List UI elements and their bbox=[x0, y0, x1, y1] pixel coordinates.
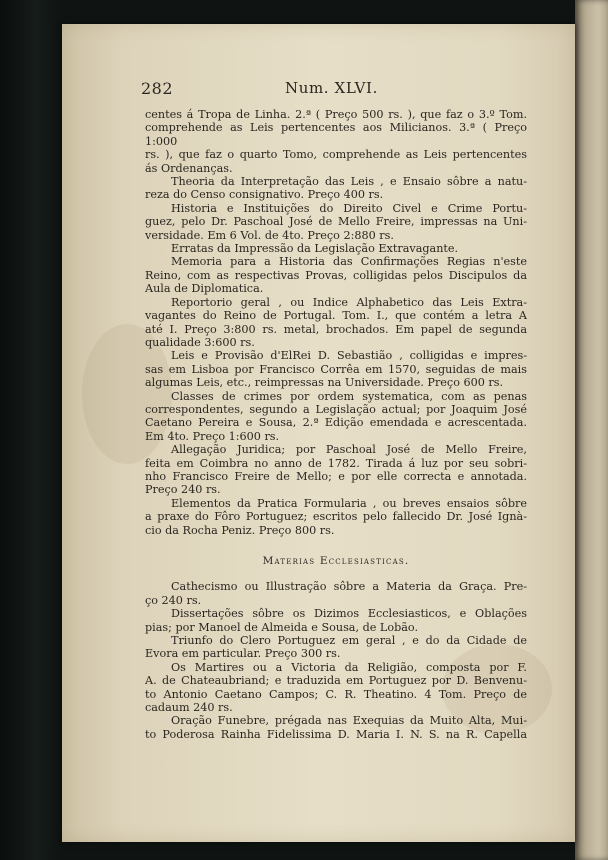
catalogue-entry bbox=[145, 242, 527, 255]
catalogue-entry bbox=[145, 714, 527, 741]
text-line: Os Martires ou a Victoria da Religião, composta por F. bbox=[171, 660, 527, 674]
page-header bbox=[141, 79, 529, 108]
text-line: Elementos da Pratica Formularia , ou breves ensaios sôbre bbox=[171, 496, 527, 510]
text-line: Historia e Instituições do Direito Civel e Crime Portu- bbox=[171, 201, 527, 215]
text-line: guez, pelo Dr. Paschoal José de Mello Freire, impressas na Uni- bbox=[145, 215, 527, 229]
right-page-edge bbox=[575, 0, 608, 860]
page-text bbox=[141, 79, 527, 741]
text-line: qualidade 3:600 rs. bbox=[145, 335, 255, 349]
text-line: Evora em particular. Preço 300 rs. bbox=[145, 647, 341, 661]
text-line: Leis e Provisão d'ElRei D. Sebastião , colligidas e impres- bbox=[171, 349, 527, 363]
text-line: Em 4to. Preço 1:600 rs. bbox=[145, 429, 280, 443]
text-line: Theoria da Interpretação das Leis , e Ensaio sôbre a natu- bbox=[171, 175, 527, 189]
text-line: A. de Chateaubriand; e traduzida em Portuguez por D. Benvenu- bbox=[145, 674, 527, 688]
text-line: Dissertações sôbre os Dizimos Ecclesiasticos, e Oblações bbox=[171, 607, 527, 621]
catalogue-entry bbox=[145, 255, 527, 295]
text-line: vagantes do Reino de Portugal. Tom. I., que contém a letra A bbox=[145, 309, 527, 323]
text-line: ás Ordenanças. bbox=[145, 161, 233, 175]
text-line: pias; por Manoel de Almeida e Sousa, de Lobão. bbox=[145, 620, 419, 634]
text-line: até I. Preço 3:800 rs. metal, brochados. Em papel de segunda bbox=[145, 322, 527, 336]
text-line: algumas Leis, etc., reimpressas na Universidade. Preço 600 rs. bbox=[145, 376, 504, 390]
text-line: feita em Coimbra no anno de 1782. Tirada á luz por seu sobri- bbox=[145, 456, 527, 470]
catalogue-entry bbox=[145, 661, 527, 715]
catalogue-entry bbox=[145, 634, 527, 661]
running-head: Num. XLVI. bbox=[285, 79, 378, 97]
text-line: a praxe do Fôro Portuguez; escritos pelo fallecido Dr. José Ignà- bbox=[145, 510, 527, 524]
text-line: Preço 240 rs. bbox=[145, 483, 221, 497]
text-line: reza do Censo consignativo. Preço 400 rs. bbox=[145, 188, 384, 202]
text-line: Allegação Juridica; por Paschoal José de Mello Freire, bbox=[171, 443, 527, 457]
catalogue-entry bbox=[145, 202, 527, 242]
text-line: Reportorio geral , ou Indice Alphabetico das Leis Extra- bbox=[171, 295, 527, 309]
catalogue-entry bbox=[145, 497, 527, 537]
catalogue-entry bbox=[145, 580, 527, 607]
text-line: centes á Tropa de Linha. 2.ª ( Preço 500 rs. ), que faz o 3.º Tom. bbox=[145, 108, 527, 121]
catalogue-entry bbox=[145, 607, 527, 634]
catalogue-entry bbox=[145, 175, 527, 202]
catalogue-entries-legal bbox=[145, 108, 527, 537]
text-line: Reino, com as respectivas Provas, colligidas pelos Discipulos da bbox=[145, 268, 527, 282]
text-line: Classes de crimes por ordem systematica, com as penas bbox=[171, 389, 527, 403]
text-line: to Poderosa Rainha Fidelissima D. Maria I. N. S. na R. Capella bbox=[145, 727, 527, 741]
text-line: nho Francisco Freire de Mello; e por elle correcta e annotada. bbox=[145, 469, 527, 483]
catalogue-entry bbox=[145, 108, 527, 175]
text-line: Cathecismo ou Illustração sôbre a Materia da Graça. Pre- bbox=[171, 580, 527, 594]
catalogue-entry bbox=[145, 296, 527, 350]
catalogue-entries-ecclesiastical bbox=[145, 580, 527, 741]
section-heading: Materias Ecclesiasticas. bbox=[262, 555, 410, 567]
text-line: Triunfo do Clero Portuguez em geral , e do da Cidade de bbox=[171, 634, 527, 648]
text-line: to Antonio Caetano Campos; C. R. Theatino. 4 Tom. Preço de bbox=[145, 687, 527, 701]
text-line: Aula de Diplomatica. bbox=[145, 282, 264, 296]
catalogue-entry bbox=[145, 443, 527, 497]
catalogue-entry bbox=[145, 349, 527, 389]
text-line: Memoria para a Historia das Confirmações Regias n'este bbox=[171, 255, 527, 269]
catalogue-entry bbox=[145, 390, 527, 444]
text-line: rs. ), que faz o quarto Tomo, comprehende as Leis pertencentes bbox=[145, 148, 527, 162]
text-line: Erratas da Impressão da Legislação Extravagante. bbox=[171, 242, 459, 256]
text-line: comprehende as Leis pertencentes aos Milicianos. 3.ª ( Preço 1:000 bbox=[145, 121, 527, 148]
text-line: versidade. Em 6 Vol. de 4to. Preço 2:880 rs. bbox=[145, 228, 394, 242]
left-page-edge bbox=[0, 0, 60, 860]
text-line: correspondentes, segundo a Legislação actual; por Joaquim José bbox=[145, 402, 527, 416]
text-line: Oração Funebre, prégada nas Exequias da Muito Alta, Mui- bbox=[171, 714, 527, 728]
text-line: cadaum 240 rs. bbox=[145, 701, 233, 715]
text-line: ço 240 rs. bbox=[145, 593, 202, 607]
page-number: 282 bbox=[141, 79, 174, 98]
text-line: sas em Lisboa por Francisco Corrêa em 1570, seguidas de mais bbox=[145, 362, 527, 376]
text-line: cio da Rocha Peniz. Preço 800 rs. bbox=[145, 523, 335, 537]
text-line: Caetano Pereira e Sousa, 2.ª Edição emendada e acrescentada. bbox=[145, 416, 527, 430]
